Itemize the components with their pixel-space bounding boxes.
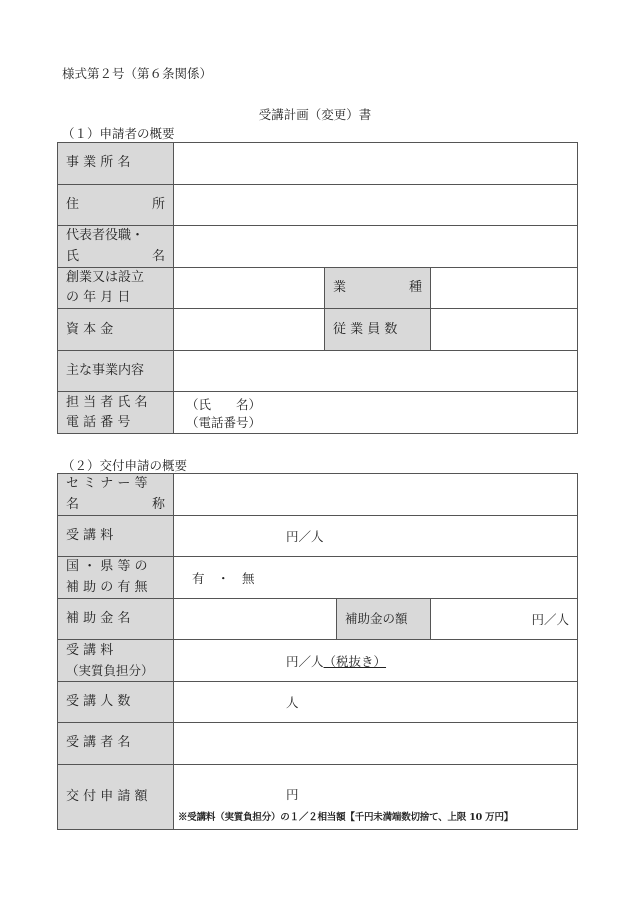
office-name-field[interactable] — [174, 143, 578, 185]
attendee-names-label: 受 講 者 名 — [58, 723, 174, 765]
subsidy-amount-label: 補助金の額 — [337, 599, 431, 640]
business-content-field[interactable] — [174, 351, 578, 392]
employees-label: 従 業 員 数 — [325, 309, 431, 351]
form-number: 様式第２号（第６条関係） — [62, 66, 213, 81]
fee-unit: 円／人 — [286, 529, 324, 544]
business-content-label: 主な事業内容 — [58, 351, 174, 392]
seminar-name-label: セ ミ ナ ー 等 名 称 — [58, 474, 174, 516]
net-fee-unit: 円／人 — [286, 653, 324, 669]
subsidy-amount-unit: 円／人 — [531, 612, 570, 627]
representative-field[interactable] — [174, 226, 578, 268]
tax-excluded-note: （税抜き） — [323, 653, 387, 669]
attendee-count-field[interactable] — [174, 682, 578, 723]
contact-field[interactable] — [174, 392, 578, 434]
capital-field[interactable] — [174, 309, 325, 351]
applicant-table — [57, 142, 578, 434]
industry-field[interactable] — [431, 268, 578, 309]
section2-title: （２）交付申請の概要 — [62, 458, 188, 473]
fee-label: 受 講 料 — [58, 516, 174, 557]
subsidy-amount-field[interactable] — [431, 599, 578, 640]
attendee-names-field[interactable] — [174, 723, 578, 765]
address-field[interactable] — [174, 185, 578, 226]
grant-amount-field[interactable] — [174, 765, 578, 830]
attendee-count-unit: 人 — [286, 695, 299, 710]
industry-label: 業 種 — [325, 268, 431, 309]
grant-note: ※受講料（実質負担分）の１／２相当額【千円未満端数切捨て、上限 10 万円】 — [178, 812, 514, 823]
address-label: 住 所 — [58, 185, 174, 226]
fee-field[interactable] — [174, 516, 578, 557]
employees-field[interactable] — [431, 309, 578, 351]
founded-date-field[interactable] — [174, 268, 325, 309]
office-name-label: 事 業 所 名 — [58, 143, 174, 185]
subsidy-name-label: 補 助 金 名 — [58, 599, 174, 640]
subsidy-name-field[interactable] — [174, 599, 337, 640]
section1-title: （１）申請者の概要 — [62, 126, 175, 141]
subsidy-status-label: 国 ・ 県 等 の 補 助 の 有 無 — [58, 557, 174, 599]
founded-date-label: 創業又は設立 の 年 月 日 — [58, 268, 174, 309]
contact-tel-value: （電話番号） — [186, 414, 262, 430]
attendee-count-label: 受 講 人 数 — [58, 682, 174, 723]
document-title: 受講計画（変更）書 — [258, 107, 372, 122]
subsidy-status-field[interactable] — [174, 557, 578, 599]
subsidy-yes-no: 有 ・ 無 — [192, 570, 255, 586]
contact-name-value: （氏 名） — [186, 396, 262, 412]
net-fee-field[interactable] — [174, 640, 578, 682]
grant-table — [57, 473, 578, 830]
representative-label: 代表者役職・ 氏 名 — [58, 226, 174, 268]
contact-label: 担 当 者 氏 名 電 話 番 号 — [58, 392, 174, 434]
seminar-name-field[interactable] — [174, 474, 578, 516]
capital-label: 資 本 金 — [58, 309, 174, 351]
grant-unit: 円 — [286, 787, 299, 802]
net-fee-label: 受 講 料 （実質負担分） — [58, 640, 174, 682]
grant-amount-label: 交 付 申 請 額 — [58, 765, 174, 830]
